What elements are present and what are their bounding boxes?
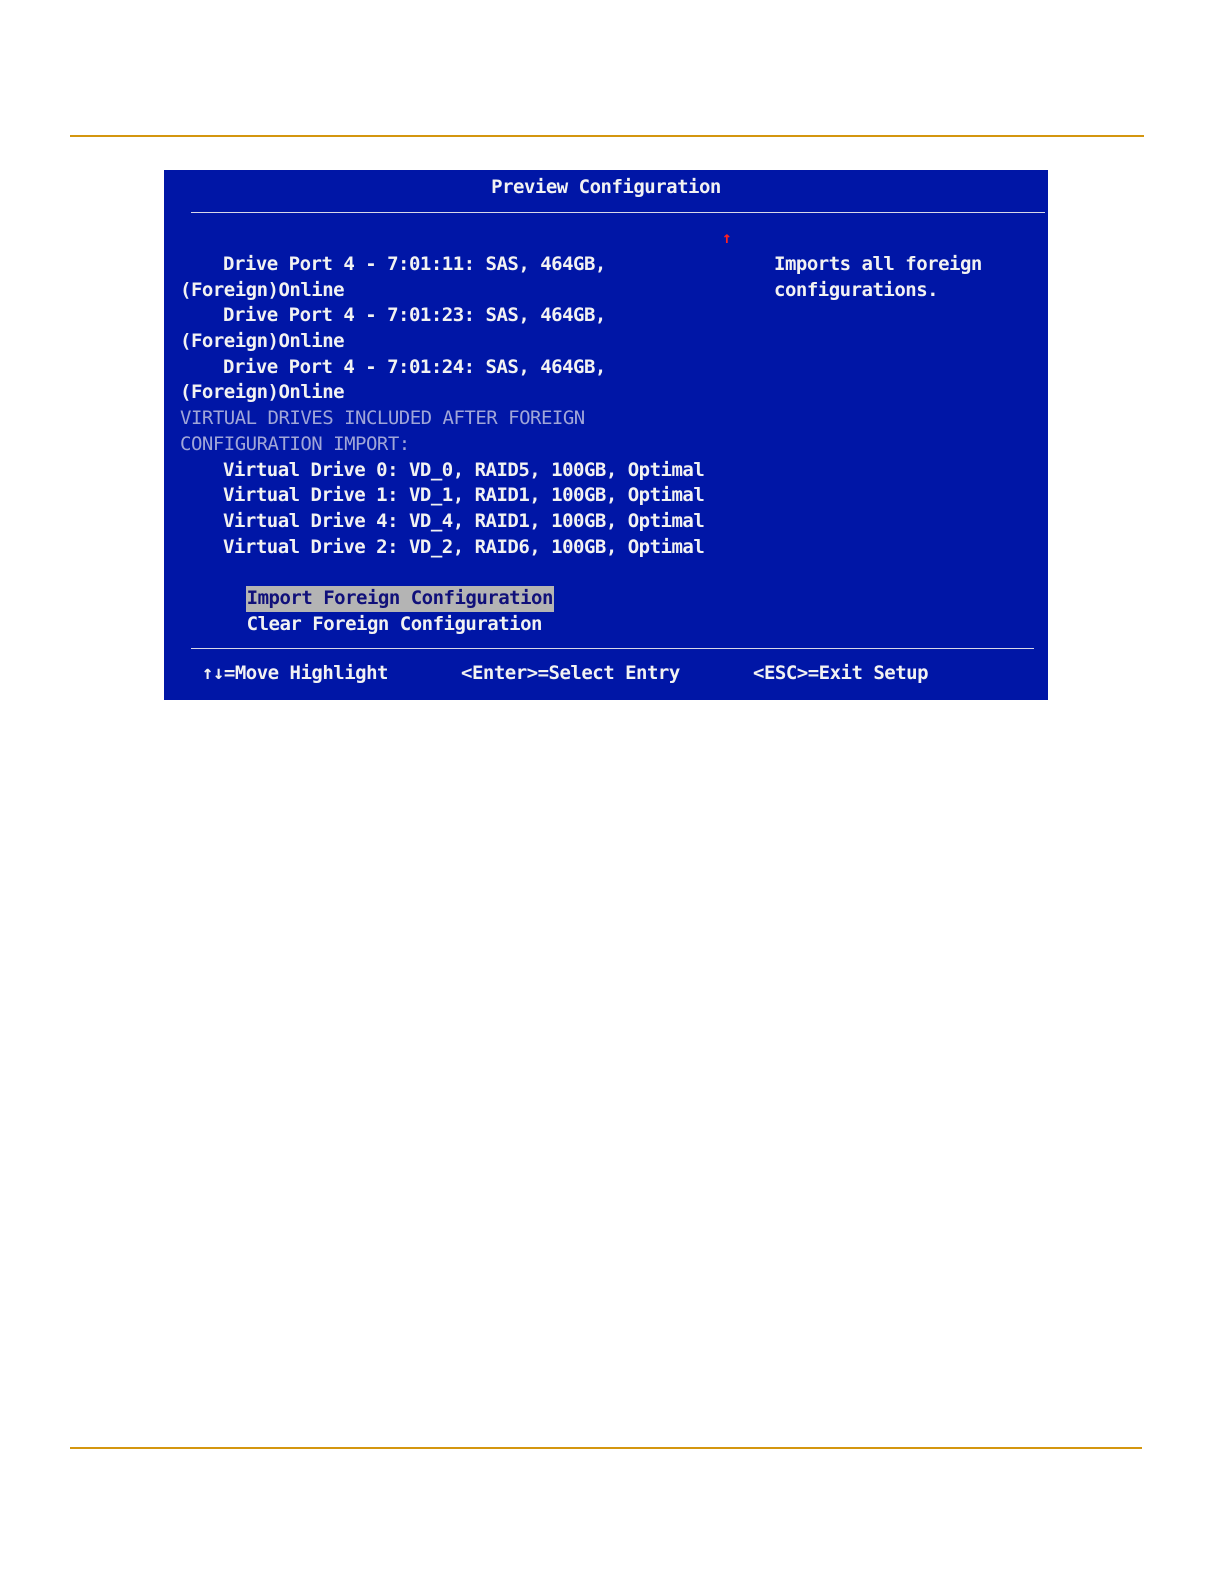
drive-status-line: (Foreign)Online bbox=[180, 278, 345, 301]
virtual-drive-line: Virtual Drive 4: VD_4, RAID1, 100GB, Optimal bbox=[223, 509, 705, 532]
drive-line: Drive Port 4 - 7:01:24: SAS, 464GB, bbox=[223, 355, 606, 378]
virtual-drive-line: Virtual Drive 2: VD_2, RAID6, 100GB, Optimal bbox=[223, 535, 705, 558]
clear-foreign-configuration-option[interactable]: Clear Foreign Configuration bbox=[246, 612, 542, 635]
help-text: Imports all foreign bbox=[774, 253, 982, 275]
help-panel bbox=[774, 252, 1034, 303]
section-heading: CONFIGURATION IMPORT: bbox=[180, 432, 410, 455]
move-highlight-hint: ↑↓=Move Highlight bbox=[202, 662, 388, 684]
key-hints-bar bbox=[164, 662, 1048, 688]
screen-title: Preview Configuration bbox=[491, 176, 721, 198]
section-heading: VIRTUAL DRIVES INCLUDED AFTER FOREIGN bbox=[180, 407, 585, 430]
title-divider bbox=[191, 212, 1045, 213]
drive-status-line: (Foreign)Online bbox=[180, 381, 345, 404]
scroll-up-icon[interactable]: ↑ bbox=[722, 228, 732, 247]
exit-setup-hint: <ESC>=Exit Setup bbox=[753, 662, 929, 684]
select-entry-hint: <Enter>=Select Entry bbox=[461, 662, 680, 684]
footer-divider bbox=[191, 648, 1034, 649]
drive-line: Drive Port 4 - 7:01:23: SAS, 464GB, bbox=[223, 304, 606, 327]
bios-screen bbox=[164, 170, 1048, 700]
drive-status-line: (Foreign)Online bbox=[180, 330, 345, 353]
virtual-drive-line: Virtual Drive 1: VD_1, RAID1, 100GB, Optimal bbox=[223, 484, 705, 507]
help-text: configurations. bbox=[774, 278, 939, 301]
configuration-list bbox=[180, 252, 740, 635]
page-header-rule bbox=[70, 135, 1144, 137]
page-footer-rule bbox=[70, 1447, 1142, 1449]
virtual-drive-line: Virtual Drive 0: VD_0, RAID5, 100GB, Optimal bbox=[223, 458, 705, 481]
import-foreign-configuration-option[interactable]: Import Foreign Configuration bbox=[246, 586, 554, 612]
drive-line: Drive Port 4 - 7:01:11: SAS, 464GB, bbox=[223, 253, 606, 275]
